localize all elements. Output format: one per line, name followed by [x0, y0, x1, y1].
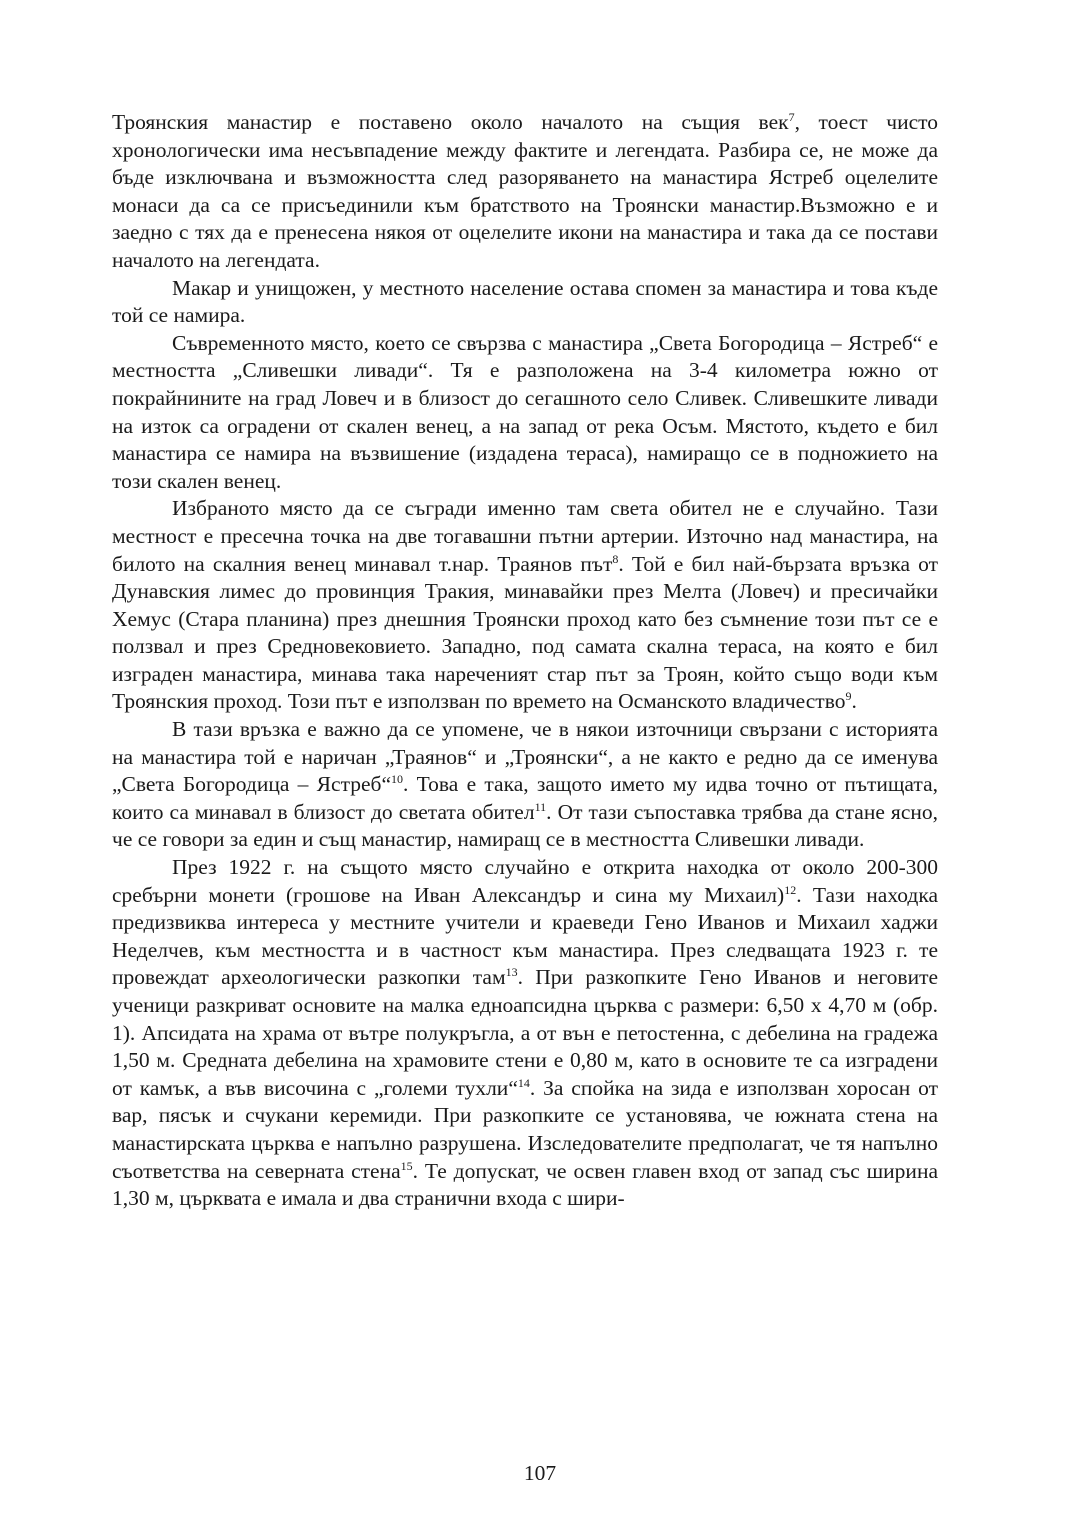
paragraph-text: . Той е бил най-бързата връзка от Дунавския лимес до провинция Тракия, минавайки през Мелта (Ловеч) и пресичайки Хемус (Стара планина) през днешния Троянски проход като без съмнение този път се е ползвал и през Средновековието. Западно, под самата скална тераса, на която е бил изграден манастира, минава така нареченият стар път за Троян, който също води към Троянския проход. Този път е използван по времето на Османското владичество	[112, 551, 938, 714]
paragraph-text: . При разкопките Гено Иванов и неговите ученици разкриват основите на малка едноапсидна църква с размери: 6,50 х 4,70 м (обр. 1). Апсидата на храма от вътре полукръгла, а от вън е петостенна, с дебелина на градежа 1,50 м. Средната дебелина на храмовите стени е 0,80 м, като в основите те са изградени от камък, а във височина с „големи тухли“	[112, 965, 939, 1100]
footnote-ref: 11	[534, 799, 547, 814]
paragraph	[112, 716, 938, 854]
paragraph	[112, 495, 938, 716]
paragraph-text: През 1922 г. на същото място случайно е открита находка от около 200-300 сребърни монети (грошове на Иван Александър и сина му Михаил)	[112, 855, 938, 907]
footnote-ref: 13	[505, 965, 518, 980]
paragraph	[112, 330, 938, 496]
paragraph-text: . Те допускат, че освен главен вход от запад със ширина 1,30 м, църквата е имала и два странични входа с шири-	[112, 1158, 938, 1211]
footnote-ref: 8	[612, 551, 619, 566]
paragraph-text: Избраното място да се съгради именно там света обител не е случайно. Тази местност е пресечна точка на две тогавашни пътни артерии. Източно над манастира, на билото на скалния венец минавал т.нар. Траянов път	[112, 496, 938, 576]
paragraph-text: , тоест чисто хронологически има несъвпадение между фактите и легендата. Разбира се, не може да бъде изключвана и възможността след разоряването на манастира Ястреб оцелелите монаси да са се присъединили към братството на Троянски манастир.Възможно е и заедно с тях да е пренесена някоя от оцелелите икони на манастира и така да се постави началото на легендата.	[112, 110, 938, 272]
page-body	[112, 109, 938, 1213]
footnote-ref: 9	[845, 689, 852, 704]
paragraph-text: .	[851, 689, 857, 714]
paragraph-text: Съвременното място, което се свързва с манастира „Света Богородица – Ястреб“ е местността „Сливешки ливади“. Тя е разположена на 3-4 километра южно от покрайнините на град Ловеч и в близост до сегашното село Сливек. Сливешките ливади на изток са оградени от скален венец, а на запад от река Осъм. Мястото, където е бил манастира се намира на възвишение (издадена тераса), намиращо се в подножието на този скален венец.	[112, 330, 938, 493]
footnote-ref: 12	[784, 882, 797, 897]
paragraph-text: . За спойка на зида е използван хоросан от вар, пясък и счукани керемиди. При разкопките се установява, че южната стена на манастирската църква е напълно разрушена. Изследователите предполагат, че тя напълно съответства на северната стена	[112, 1075, 938, 1183]
paragraph-text: Макар и унищожен, у местното население остава спомен за манастира и това къде той се намира.	[112, 275, 938, 328]
footnote-ref: 15	[400, 1158, 413, 1173]
paragraph	[112, 109, 938, 275]
footnote-ref: 7	[788, 109, 795, 124]
paragraph	[112, 275, 938, 330]
paragraph-text: . Това е така, защото името му идва точно от пътищата, които са минавал в близост до светата обител	[112, 772, 938, 824]
footnote-ref: 10	[391, 772, 404, 787]
paragraph-text: . От тази съпоставка трябва да стане ясно, че се говори за един и същ манастир, намиращ се в местността Сливешки ливади.	[112, 799, 938, 852]
paragraph-text: . Тази находка предизвиква интереса у местните учители и краеведи Гено Иванов и Михаил хаджи Неделчев, към местността и в частност към манастира. През следващата 1923 г. те провеждат археологически разкопки там	[112, 882, 939, 990]
footnote-ref: 14	[517, 1075, 530, 1090]
page-number: 107	[523, 1461, 557, 1485]
paragraph	[112, 854, 938, 1213]
paragraph-text: Троянския манастир е поставено около началото на същия век	[112, 110, 789, 134]
paragraph-text: В тази връзка е важно да се упомене, че в някои източници свързани с историята на манастира той е наричан „Траянов“ и „Троянски“, а не както е редно да се именува „Света Богородица – Ястреб“	[112, 717, 938, 797]
